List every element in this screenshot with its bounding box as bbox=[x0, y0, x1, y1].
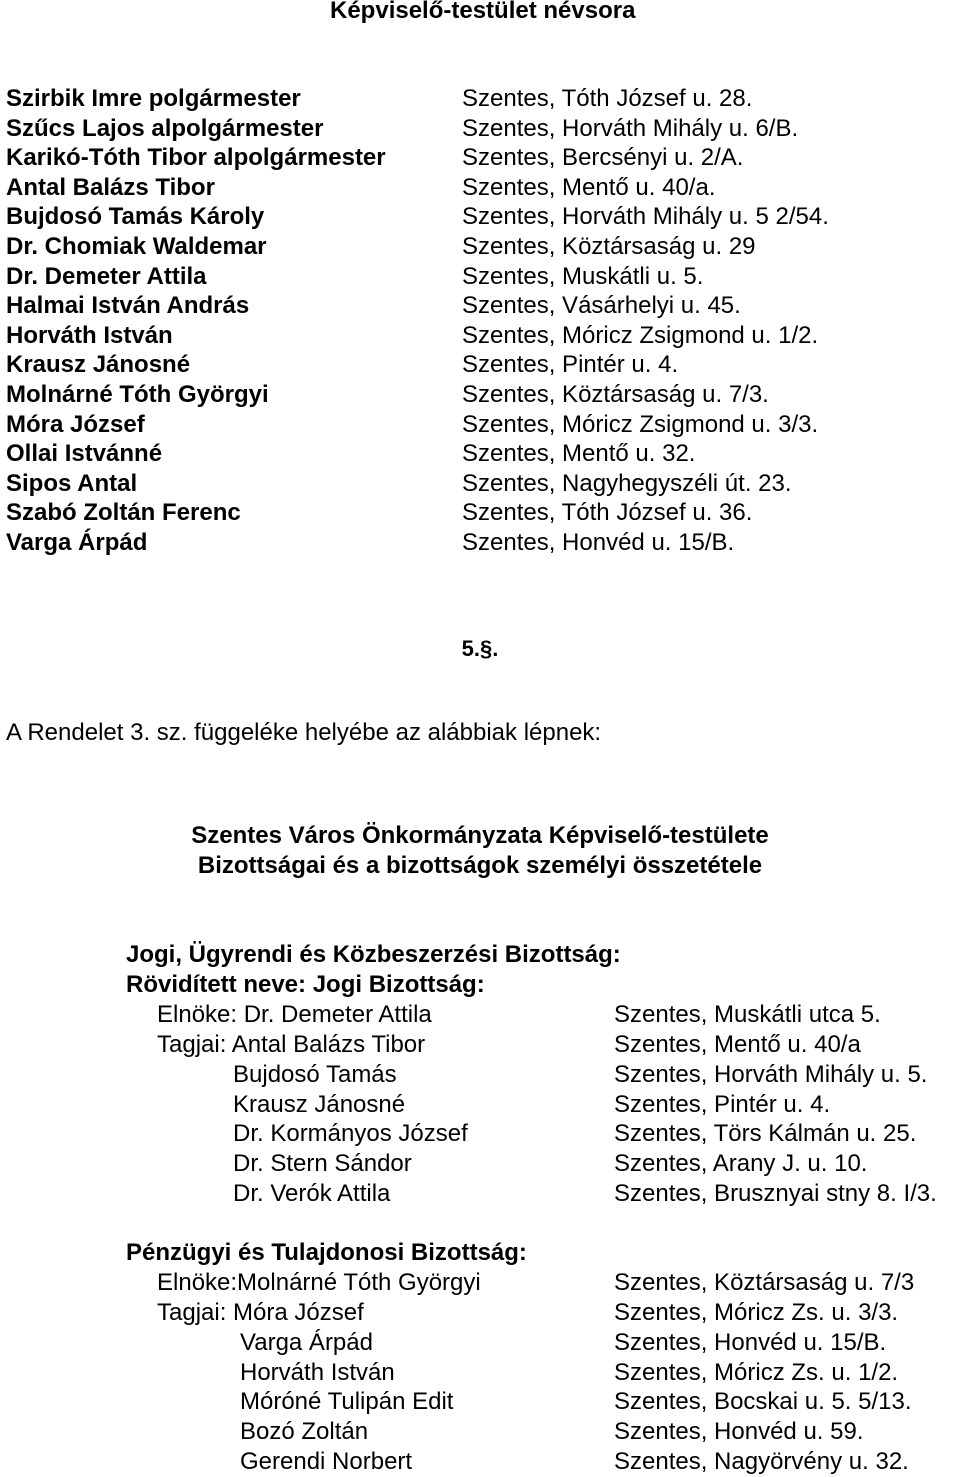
committee-member-name: Dr. Stern Sándor bbox=[233, 1150, 412, 1178]
committee-member-address: Szentes, Nagyörvény u. 32. bbox=[614, 1447, 909, 1475]
committees-heading-line1: Szentes Város Önkormányzata Képviselő-testülete bbox=[191, 822, 769, 849]
member-address: Szentes, Pintér u. 4. bbox=[462, 351, 679, 379]
member-row bbox=[0, 262, 960, 292]
committee-member-address: Szentes, Arany J. u. 10. bbox=[614, 1150, 868, 1178]
member-name: Dr. Demeter Attila bbox=[6, 262, 207, 290]
member-name: Szabó Zoltán Ferenc bbox=[6, 499, 241, 527]
committee-member-name: Bujdosó Tamás bbox=[233, 1061, 397, 1088]
committee-member-address: Szentes, Móricz Zs. u. 1/2. bbox=[614, 1358, 899, 1386]
committee-member-address: Szentes, Móricz Zs. u. 3/3. bbox=[614, 1299, 899, 1326]
member-address: Szentes, Bercsényi u. 2/A. bbox=[462, 144, 744, 172]
committee-member-name: Varga Árpád bbox=[240, 1329, 373, 1356]
member-row bbox=[0, 439, 960, 469]
member-address: Szentes, Nagyhegyszéli út. 23. bbox=[462, 469, 792, 497]
member-row bbox=[0, 469, 960, 499]
committee-short-name: Rövidített neve: Jogi Bizottság: bbox=[126, 971, 485, 998]
section-marker: 5.§. bbox=[461, 636, 499, 661]
committee-member-address: Szentes, Bocskai u. 5. 5/13. bbox=[614, 1388, 912, 1416]
member-row bbox=[0, 380, 960, 410]
member-row bbox=[0, 232, 960, 262]
member-row bbox=[0, 291, 960, 321]
committees-heading-line2: Bizottságai és a bizottságok személyi összetétele bbox=[197, 852, 763, 879]
committee-member-address: Szentes, Horváth Mihály u. 5. bbox=[614, 1061, 928, 1088]
member-name: Sipos Antal bbox=[6, 469, 138, 497]
amendment-text: A Rendelet 3. sz. függeléke helyébe az alábbiak lépnek: bbox=[6, 719, 602, 746]
member-row bbox=[0, 84, 960, 114]
member-address: Szentes, Horváth Mihály u. 6/B. bbox=[462, 114, 799, 142]
member-name: Szűcs Lajos alpolgármester bbox=[6, 114, 324, 142]
member-name: Ollai Istvánné bbox=[6, 440, 163, 468]
member-address: Szentes, Honvéd u. 15/B. bbox=[462, 529, 735, 556]
member-name: Horváth István bbox=[6, 321, 173, 349]
member-name: Antal Balázs Tibor bbox=[6, 173, 215, 201]
member-address: Szentes, Köztársaság u. 7/3. bbox=[462, 381, 769, 408]
member-name: Krausz Jánosné bbox=[6, 351, 191, 379]
committee-member-name: Horváth István bbox=[240, 1358, 395, 1386]
member-address: Szentes, Vásárhelyi u. 45. bbox=[462, 292, 741, 320]
member-row bbox=[0, 410, 960, 440]
committee-title: Pénzügyi és Tulajdonosi Bizottság: bbox=[126, 1239, 527, 1266]
member-address: Szentes, Muskátli u. 5. bbox=[462, 262, 704, 290]
member-row bbox=[0, 528, 960, 558]
page-title: Képviselő-testület névsora bbox=[330, 0, 636, 24]
member-name: Varga Árpád bbox=[6, 529, 148, 556]
member-row bbox=[0, 173, 960, 203]
member-address: Szentes, Horváth Mihály u. 5 2/54. bbox=[462, 203, 829, 231]
committee-members-label: Tagjai: Móra József bbox=[157, 1299, 364, 1326]
member-name: Móra József bbox=[6, 410, 145, 438]
member-row bbox=[0, 321, 960, 351]
member-row bbox=[0, 350, 960, 380]
committee-members-label: Tagjai: Antal Balázs Tibor bbox=[157, 1031, 426, 1058]
committee-member-name: Dr. Kormányos József bbox=[233, 1120, 468, 1148]
member-address: Szentes, Köztársaság u. 29 bbox=[462, 233, 756, 260]
member-row bbox=[0, 114, 960, 144]
committee-member-name: Dr. Verók Attila bbox=[233, 1179, 391, 1207]
member-row bbox=[0, 498, 960, 528]
committee-member-address: Szentes, Pintér u. 4. bbox=[614, 1090, 831, 1118]
committee-member-address: Szentes, Brusznyai stny 8. I/3. bbox=[614, 1179, 937, 1207]
member-name: Dr. Chomiak Waldemar bbox=[6, 233, 267, 260]
committee-member-name: Móróné Tulipán Edit bbox=[240, 1388, 454, 1416]
member-address: Szentes, Móricz Zsigmond u. 3/3. bbox=[462, 410, 819, 438]
member-row bbox=[0, 143, 960, 173]
committee-member-address: Szentes, Mentő u. 40/a bbox=[614, 1031, 861, 1058]
member-name: Bujdosó Tamás Károly bbox=[6, 203, 265, 231]
committee-chair-address: Szentes, Muskátli utca 5. bbox=[614, 1001, 881, 1028]
member-address: Szentes, Mentő u. 32. bbox=[462, 440, 696, 468]
committee-member-name: Krausz Jánosné bbox=[233, 1090, 406, 1118]
committee-chair: Elnöke: Dr. Demeter Attila bbox=[157, 1001, 432, 1028]
member-address: Szentes, Tóth József u. 36. bbox=[462, 499, 753, 527]
member-name: Karikó-Tóth Tibor alpolgármester bbox=[6, 144, 386, 172]
committee-chair: Elnöke:Molnárné Tóth Györgyi bbox=[157, 1269, 481, 1296]
committee-member-address: Szentes, Törs Kálmán u. 25. bbox=[614, 1120, 917, 1148]
committee-member-name: Bozó Zoltán bbox=[240, 1418, 369, 1446]
committee-member-address: Szentes, Honvéd u. 59. bbox=[614, 1418, 864, 1446]
member-name: Halmai István András bbox=[6, 292, 250, 320]
committee-member-address: Szentes, Honvéd u. 15/B. bbox=[614, 1329, 887, 1356]
member-address: Szentes, Tóth József u. 28. bbox=[462, 85, 753, 112]
member-name: Molnárné Tóth Györgyi bbox=[6, 381, 269, 408]
member-address: Szentes, Mentő u. 40/a. bbox=[462, 173, 716, 201]
member-name: Szirbik Imre polgármester bbox=[6, 85, 301, 112]
member-address: Szentes, Móricz Zsigmond u. 1/2. bbox=[462, 321, 819, 349]
committee-member-name: Gerendi Norbert bbox=[240, 1447, 413, 1475]
committee-title: Jogi, Ügyrendi és Közbeszerzési Bizottság: bbox=[126, 941, 621, 968]
member-row bbox=[0, 202, 960, 232]
committee-chair-address: Szentes, Köztársaság u. 7/3 bbox=[614, 1269, 915, 1296]
